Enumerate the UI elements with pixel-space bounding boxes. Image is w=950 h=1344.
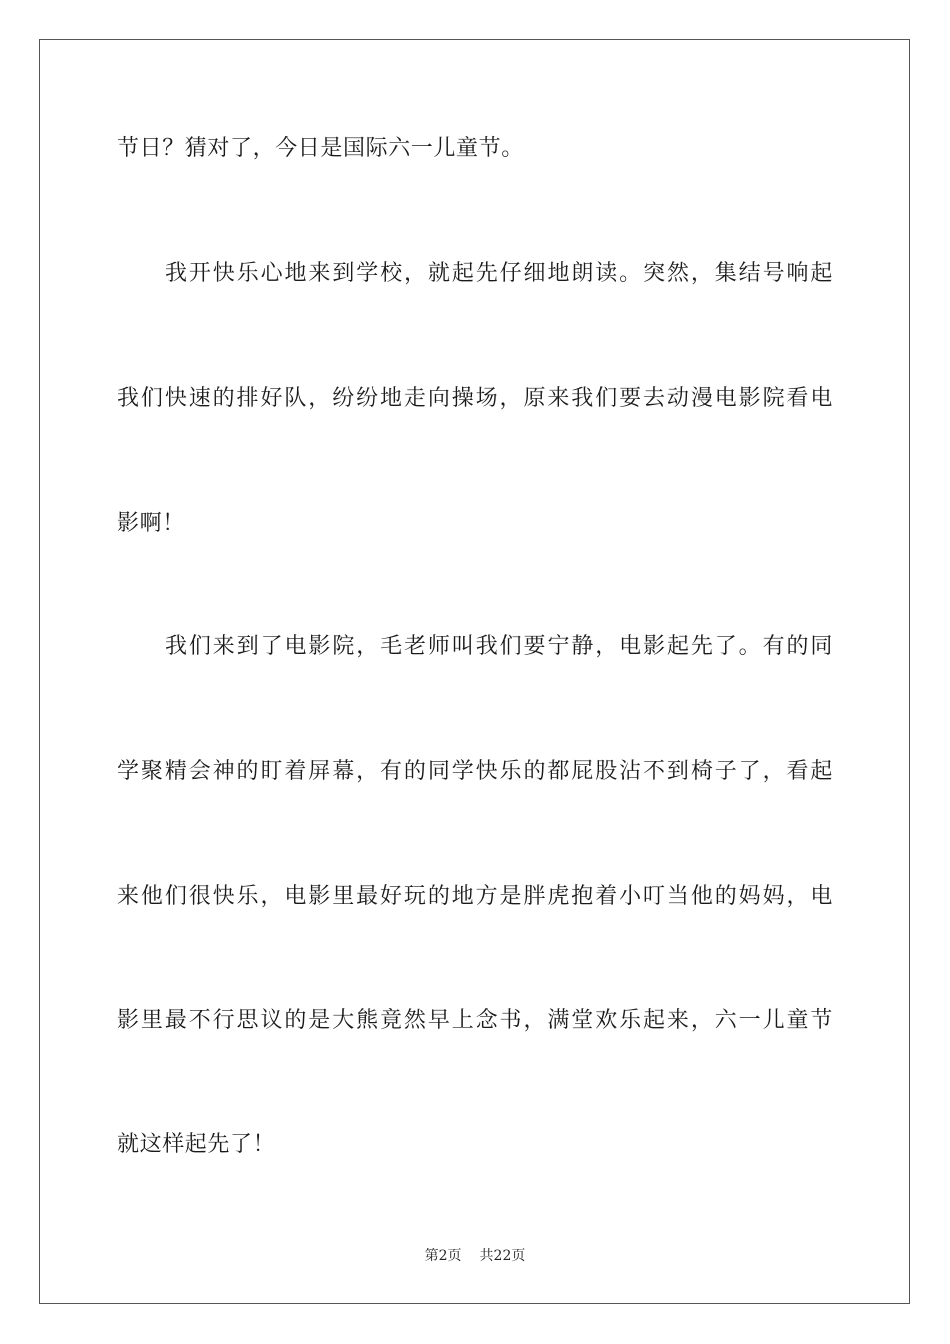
text-line: 我开快乐心地来到学校，就起先仔细地朗读。突然，集结号响起: [165, 261, 833, 286]
text-line: 就这样起先了！: [117, 1132, 276, 1157]
text-line: 节日？猜对了，今日是国际六一儿童节。: [117, 136, 524, 161]
text-line: 来他们很快乐，电影里最好玩的地方是胖虎抱着小叮当他的妈妈，电: [117, 884, 833, 909]
page-border: [39, 39, 910, 1304]
text-line: 我们快速的排好队，纷纷地走向操场，原来我们要去动漫电影院看电: [117, 386, 833, 411]
page-total: 共22页: [479, 1248, 526, 1264]
text-line: 影里最不行思议的是大熊竟然早上念书，满堂欢乐起来，六一儿童节: [117, 1008, 833, 1033]
text-line: 影啊！: [117, 511, 185, 536]
text-line: 我们来到了电影院，毛老师叫我们要宁静，电影起先了。有的同: [165, 634, 833, 659]
page-number: 第2页: [424, 1248, 462, 1264]
text-line: 学聚精会神的盯着屏幕，有的同学快乐的都屁股沾不到椅子了，看起: [117, 759, 833, 784]
page-footer: [0, 1246, 950, 1266]
